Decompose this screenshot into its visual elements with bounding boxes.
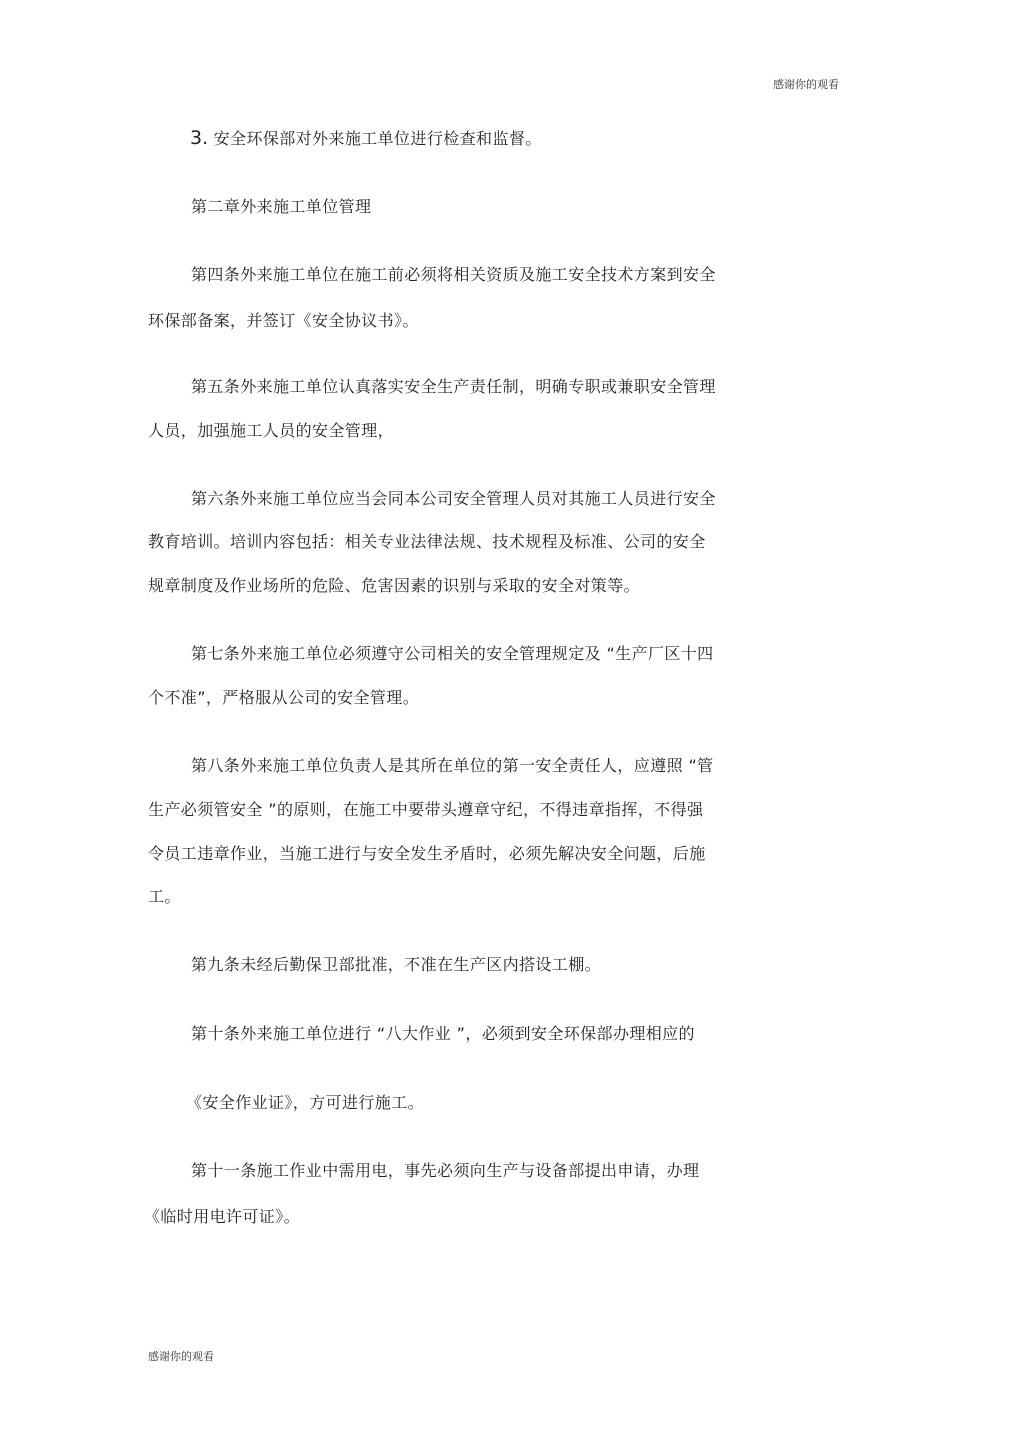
- page-header: 感谢你的观看: [773, 78, 839, 91]
- article-5-line-1: 第五条外来施工单位认真落实安全生产责任制，明确专职或兼职安全管理: [191, 377, 716, 396]
- article-4-line-1: 第四条外来施工单位在施工前必须将相关资质及施工安全技术方案到安全: [191, 265, 716, 284]
- article-7-line-1: 第七条外来施工单位必须遵守公司相关的安全管理规定及 “生产厂区十四: [191, 644, 714, 663]
- item-3-number: 3.: [190, 127, 209, 149]
- item-3-text: 安全环保部对外来施工单位进行检查和监督。: [213, 129, 542, 148]
- chapter-2-title: 第二章外来施工单位管理: [191, 197, 372, 216]
- article-8-line-1: 第八条外来施工单位负责人是其所在单位的第一安全责任人，应遵照 “管: [191, 756, 714, 775]
- article-6-line-3: 规章制度及作业场所的危险、危害因素的识别与采取的安全对策等。: [148, 576, 641, 595]
- article-8-line-4: 工。: [148, 887, 181, 906]
- article-9-line-1: 第九条未经后勤保卫部批准，不准在生产区内搭设工棚。: [191, 955, 602, 974]
- article-10-line-1: 第十条外来施工单位进行 “八大作业 ”，必须到安全环保部办理相应的: [191, 1024, 695, 1043]
- article-6-line-2: 教育培训。培训内容包括：相关专业法律法规、技术规程及标准、公司的安全: [148, 532, 706, 551]
- page-footer: 感谢你的观看: [148, 1350, 214, 1363]
- item-3: [190, 128, 542, 149]
- article-8-line-3: 令员工违章作业，当施工进行与安全发生矛盾时，必须先解决安全问题，后施: [148, 844, 706, 863]
- article-8-line-2: 生产必须管安全 ”的原则，在施工中要带头遵章守纪，不得违章指挥，不得强: [148, 800, 704, 819]
- article-4-line-2: 环保部备案，并签订《安全协议书》。: [148, 311, 419, 330]
- article-11-line-1: 第十一条施工作业中需用电，事先必须向生产与设备部提出申请，办理: [191, 1161, 700, 1180]
- article-7-line-2: 个不准”，严格服从公司的安全管理。: [148, 688, 420, 707]
- article-11-line-2: 《临时用电许可证》。: [144, 1207, 301, 1226]
- article-5-line-2: 人员，加强施工人员的安全管理，: [148, 421, 395, 440]
- article-10-line-2: 《安全作业证》，方可进行施工。: [186, 1093, 425, 1112]
- article-6-line-1: 第六条外来施工单位应当会同本公司安全管理人员对其施工人员进行安全: [191, 489, 716, 508]
